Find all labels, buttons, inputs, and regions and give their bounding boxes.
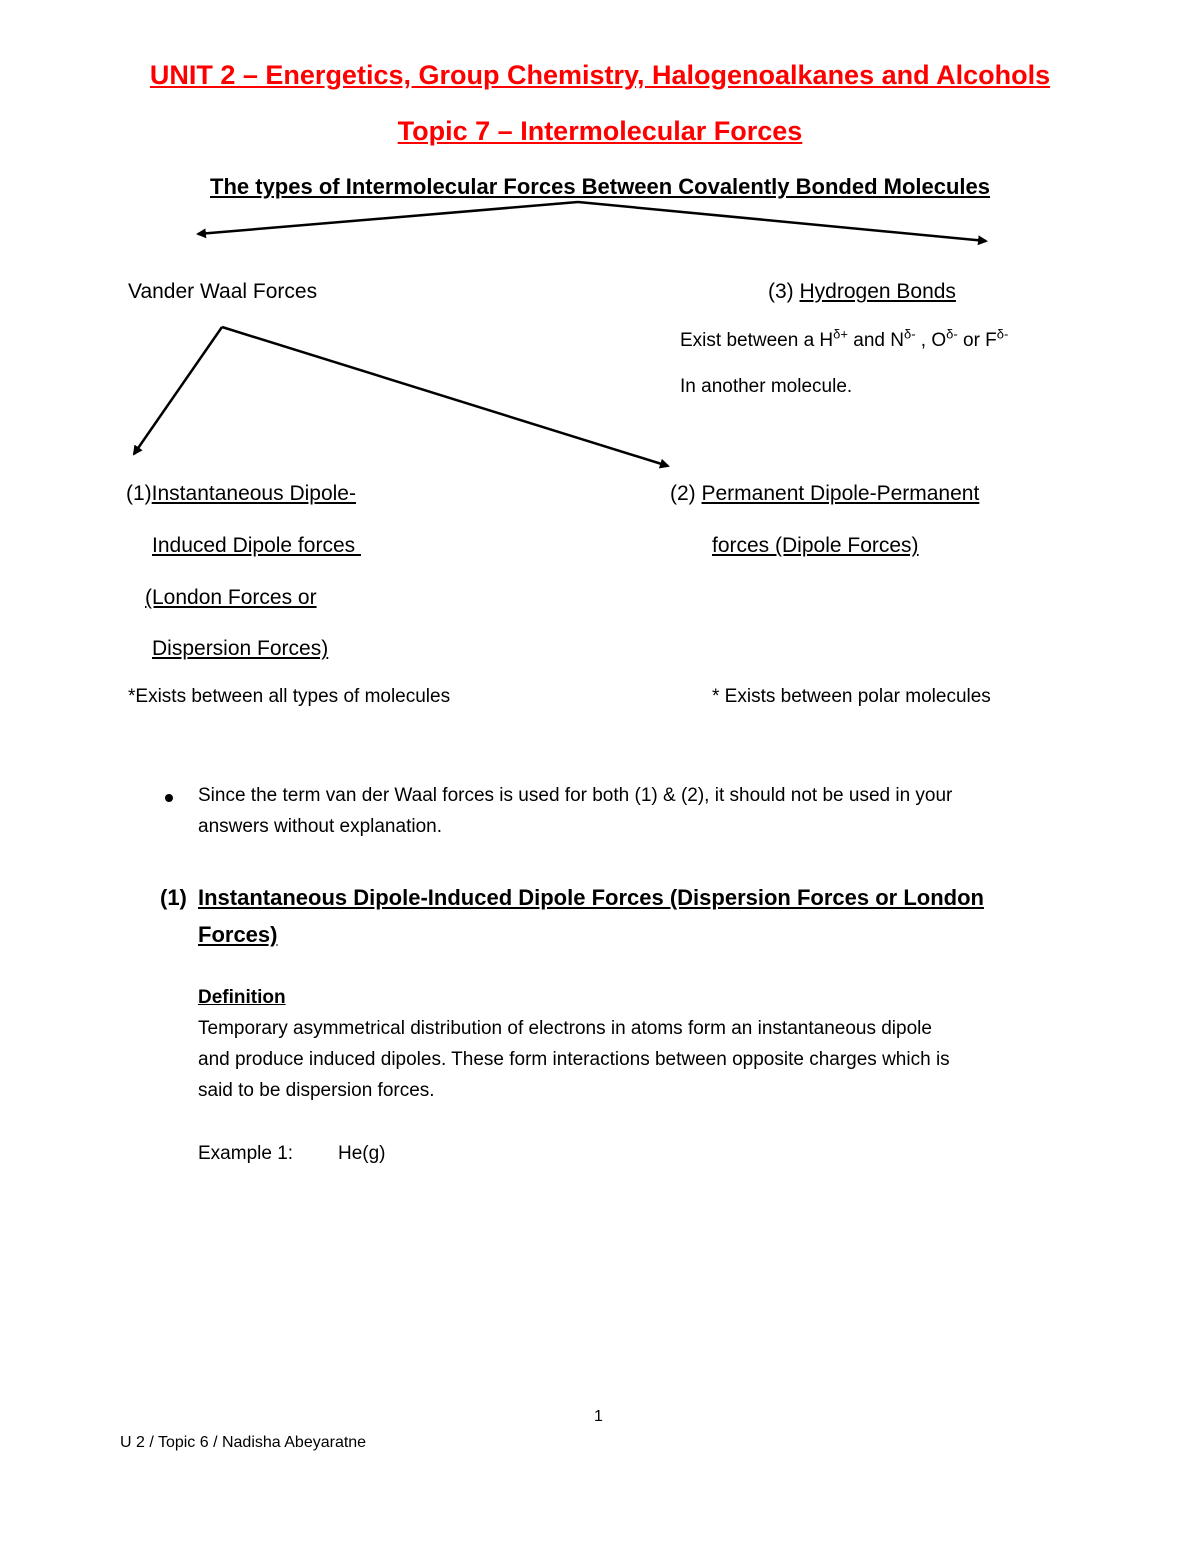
vdw-label: Vander Waal Forces bbox=[128, 280, 318, 303]
arrow-right-top bbox=[578, 202, 986, 241]
definition-label: Definition bbox=[198, 987, 286, 1008]
section1-number: (1) bbox=[160, 885, 187, 910]
section-heading: The types of Intermolecular Forces Between Covalently Bonded Molecules bbox=[210, 174, 990, 199]
hbond-label: Hydrogen Bonds bbox=[799, 280, 956, 303]
bullet-note-line1: Since the term van der Waal forces is used for both (1) & (2), it should not be used in your bbox=[198, 785, 953, 806]
arrow-left-top bbox=[198, 202, 578, 234]
page-number: 1 bbox=[594, 1408, 603, 1425]
section1-title-line1: Instantaneous Dipole-Induced Dipole Forces (Dispersion Forces or London bbox=[198, 885, 984, 910]
definition-line3: said to be dispersion forces. bbox=[198, 1080, 435, 1101]
hbond-sup-n: δ- bbox=[903, 326, 916, 342]
force2-line2: forces (Dipole Forces) bbox=[712, 534, 919, 557]
hbond-text-a: Exist between a H bbox=[680, 330, 834, 351]
hbond-title bbox=[768, 280, 956, 304]
definition-line2: and produce induced dipoles. These form interactions between opposite charges which is bbox=[198, 1049, 950, 1070]
example-value: He(g) bbox=[338, 1143, 386, 1164]
arrow-diagram bbox=[0, 0, 1200, 520]
force2-line1 bbox=[670, 482, 979, 506]
section1-title-line2: Forces) bbox=[198, 922, 278, 947]
force1-line2: Induced Dipole forces bbox=[152, 534, 361, 557]
hbond-description-line1 bbox=[680, 326, 1009, 352]
hbond-sup-o: δ- bbox=[946, 326, 958, 342]
topic-title: Topic 7 – Intermolecular Forces bbox=[397, 116, 803, 146]
force1-line4: Dispersion Forces) bbox=[152, 637, 329, 660]
footer-credit: U 2 / Topic 6 / Nadisha Abeyaratne bbox=[120, 1434, 367, 1451]
force1-number: (1) bbox=[126, 482, 152, 505]
force2-label-line1: Permanent Dipole-Permanent bbox=[701, 482, 980, 505]
bullet-icon bbox=[165, 794, 173, 802]
force1-line1 bbox=[126, 482, 356, 506]
hbond-text-d: or F bbox=[957, 330, 997, 351]
hbond-text-b: and N bbox=[847, 330, 904, 351]
hbond-sup-f: δ- bbox=[996, 326, 1009, 342]
hbond-number: (3) bbox=[768, 280, 800, 303]
unit-title: UNIT 2 – Energetics, Group Chemistry, Halogenoalkanes and Alcohols bbox=[149, 60, 1051, 90]
example-label: Example 1: bbox=[198, 1143, 294, 1164]
bullet-note-line2: answers without explanation. bbox=[198, 816, 442, 837]
hbond-description-line2: In another molecule. bbox=[680, 376, 853, 397]
hbond-sup-h: δ+ bbox=[833, 326, 848, 342]
arrow-to-force2 bbox=[222, 327, 668, 466]
force1-note: *Exists between all types of molecules bbox=[128, 686, 451, 707]
force1-label-line1: Instantaneous Dipole- bbox=[151, 482, 356, 505]
hbond-text-c: , O bbox=[915, 330, 947, 351]
force2-note: * Exists between polar molecules bbox=[712, 686, 991, 707]
arrow-to-force1 bbox=[134, 327, 222, 454]
force1-line3: (London Forces or bbox=[145, 586, 317, 609]
force2-number: (2) bbox=[670, 482, 702, 505]
definition-line1: Temporary asymmetrical distribution of electrons in atoms form an instantaneous dipole bbox=[198, 1018, 932, 1039]
